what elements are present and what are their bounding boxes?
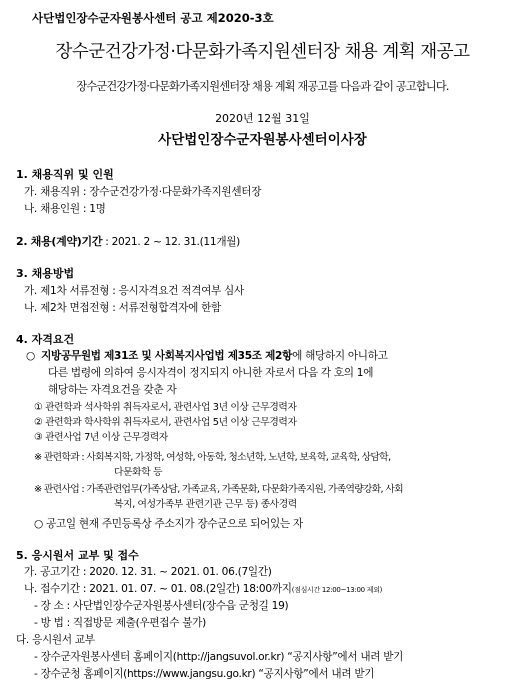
qualification-main <box>26 348 388 363</box>
section-1-item: 나. 채용인원 : 1명 <box>24 203 106 215</box>
section-2-value: : 2021. 2 ~ 12. 31.(11개월) <box>102 236 241 248</box>
download-link-county-office: - 장수군청 홈페이지(https://www.jangsu.go.kr) “공지사항”에서 내려 받기 <box>34 668 375 680</box>
note-related-majors: ※ 관련학과 : 사회복지학, 가정학, 여성학, 아동학, 청소년학, 노년학, 보육학, 교육학, 상담학, <box>34 452 391 463</box>
criteria-item: ③ 관련사업 7년 이상 근무경력자 <box>34 432 168 443</box>
section-2-heading: 2. 채용(계약)기간 <box>16 235 103 248</box>
organization-name: 사단법인장수군자원봉사센터이사장 <box>158 132 367 148</box>
application-place: - 장 소 : 사단법인장수군자원봉사센터(장수읍 군청길 19) <box>34 600 289 612</box>
page-title: 장수군건강가정·다문화가족지원센터장 채용 계획 재공고 <box>55 42 470 62</box>
section-5-heading: 5. 응시원서 교부 및 접수 <box>16 549 139 562</box>
form-distribution: 다. 응시원서 교부 <box>16 634 95 646</box>
section-4-heading: 4. 자격요건 <box>16 333 75 346</box>
application-period-text: 나. 접수기간 : 2021. 01. 07. ~ 01. 08.(2일간) 18:00까지 <box>24 583 292 595</box>
section-2-line <box>16 233 240 249</box>
section-3-item: 나. 제2차 면접전형 : 서류전형합격자에 한함 <box>24 302 221 314</box>
note-related-work: ※ 관련사업 : 가족관련업무(가족상담, 가족교육, 가족문화, 다문화가족지원, 가족역량강화, 사회 <box>34 484 403 495</box>
note-related-majors-cont: 다문화학 등 <box>114 467 163 478</box>
section-1-item: 가. 채용직위 : 장수군건강가정·다문화가족지원센터장 <box>24 186 262 198</box>
qualification-law: 지방공무원법 제31조 및 사회복지사업법 제35조 제2항 <box>41 350 293 362</box>
note-related-work-cont: 복지, 여성가족부 관련기관 근무 등) 종사경력 <box>114 499 297 510</box>
criteria-item: ① 관련학과 석사학위 취득자로서, 관련사업 3년 이상 근무경력자 <box>34 402 297 413</box>
announcement-period: 가. 공고기간 : 2020. 12. 31. ~ 2021. 01. 06.(7일간) <box>24 566 272 578</box>
notice-number: 사단법인장수군자원봉사센터 공고 제2020-3호 <box>32 11 274 25</box>
residency-requirement: ○ 공고일 현재 주민등록상 주소지가 장수군으로 되어있는 자 <box>34 518 303 530</box>
application-period <box>24 581 382 596</box>
bullet-circle-icon: ○ <box>26 350 35 362</box>
section-1-heading: 1. 채용직위 및 인원 <box>16 168 114 181</box>
download-link-volunteer-center: - 장수군자원봉사센터 홈페이지(http://jangsuvol.or.kr) “공지사항”에서 내려 받기 <box>34 651 404 663</box>
section-3-heading: 3. 채용방법 <box>16 267 75 280</box>
criteria-item: ② 관련학과 학사학위 취득자로서, 관련사업 5년 이상 근무경력자 <box>34 417 297 428</box>
qualification-line: 다른 법령에 의하여 응시자격이 정지되지 아니한 자로서 다음 각 호의 1에 <box>48 367 374 379</box>
notice-date: 2020년 12월 31일 <box>215 112 310 125</box>
qualification-rest: 에 해당하지 아니하고 <box>292 350 388 362</box>
intro-text: 장수군건강가정·다문화가족지원센터장 채용 계획 재공고를 다음과 같이 공고합니다. <box>76 80 449 93</box>
section-3-item: 가. 제1차 서류전형 : 응시자격요건 적격여부 심사 <box>24 285 244 297</box>
lunch-note: (점심시간 12:00~13:00 제외) <box>291 586 383 594</box>
application-method: - 방 법 : 직접방문 제출(우편접수 불가) <box>34 617 206 629</box>
qualification-line: 해당하는 자격요건을 갖춘 자 <box>48 384 177 396</box>
